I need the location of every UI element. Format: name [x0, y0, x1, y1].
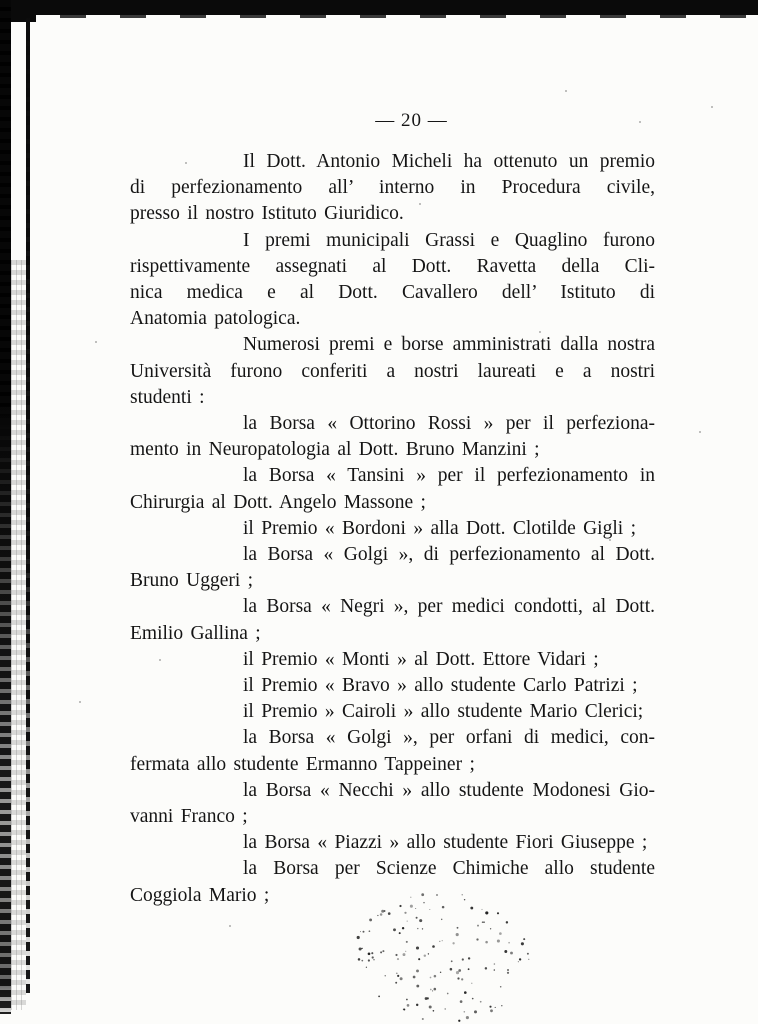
paragraph [130, 411, 655, 463]
paragraph [130, 778, 655, 830]
text-line: la Borsa « Tansini » per il perfezionamento in [243, 465, 655, 487]
text-line: mento in Neuropatologia al Dott. Bruno Manzini ; [130, 439, 540, 461]
text-line: il Premio » Cairoli » allo studente Mario Clerici; [243, 701, 644, 723]
text-line: nica medica e al Dott. Cavallero dell’ Istituto di [130, 282, 655, 304]
text-line: il Premio « Bravo » allo studente Carlo Patrizi ; [243, 675, 638, 697]
text-line: I premi municipali Grassi e Quaglino furono [243, 229, 655, 251]
book-binding-shadow [0, 0, 11, 1014]
text-block [130, 149, 655, 909]
paragraph [130, 463, 655, 515]
text-line: fermata allo studente Ermanno Tappeiner ; [130, 753, 475, 775]
text-line: la Borsa « Negri », per medici condotti, al Dott. [243, 596, 655, 618]
text-line: la Borsa « Golgi », di perfezionamento al Dott. [243, 544, 655, 566]
paragraph [130, 516, 655, 542]
text-line: studenti : [130, 386, 205, 408]
text-line: Coggiola Mario ; [130, 884, 270, 906]
text-line: di perfezionamento all’ interno in Procedura civile, [130, 177, 655, 199]
page-number: — 20 — [375, 110, 448, 131]
paragraph [130, 228, 655, 333]
binding-crease-line [26, 18, 30, 993]
text-line: Chirurgia al Dott. Angelo Massone ; [130, 491, 426, 513]
paragraph [130, 647, 655, 673]
text-line: il Premio « Monti » al Dott. Ettore Vidari ; [243, 648, 599, 670]
binding-streaks [11, 260, 26, 1010]
text-line: presso il nostro Istituto Giuridico. [130, 203, 404, 225]
text-line: Bruno Uggeri ; [130, 570, 254, 592]
paragraph [130, 856, 655, 908]
paragraph [130, 830, 655, 856]
text-line: Emilio Gallina ; [130, 622, 261, 644]
text-line: la Borsa « Necchi » allo studente Modonesi Gio- [243, 779, 655, 801]
text-line: Università furono conferiti a nostri laureati e a nostri [130, 360, 655, 382]
paragraph [130, 673, 655, 699]
paragraph [130, 542, 655, 594]
scan-edge-top [0, 0, 758, 15]
text-line: rispettivamente assegnati al Dott. Ravetta della Cli- [130, 255, 655, 277]
text-line: Numerosi premi e borse amministrati dalla nostra [243, 334, 655, 356]
text-line: la Borsa « Golgi », per orfani di medici, con- [243, 727, 655, 749]
text-line: il Premio « Bordoni » alla Dott. Clotilde Gigli ; [243, 517, 636, 539]
paragraph [130, 699, 655, 725]
text-line: la Borsa « Ottorino Rossi » per il perfeziona- [243, 413, 655, 435]
paragraph [130, 594, 655, 646]
text-line: la Borsa « Piazzi » allo studente Fiori Giuseppe ; [243, 832, 648, 854]
text-line: Anatomia patologica. [130, 308, 301, 330]
text-line: vanni Franco ; [130, 806, 248, 828]
paragraph [130, 149, 655, 228]
paragraph [130, 332, 655, 411]
paragraph [130, 725, 655, 777]
text-line: la Borsa per Scienze Chimiche allo studente [243, 858, 655, 880]
text-line: Il Dott. Antonio Micheli ha ottenuto un premio [243, 151, 655, 172]
